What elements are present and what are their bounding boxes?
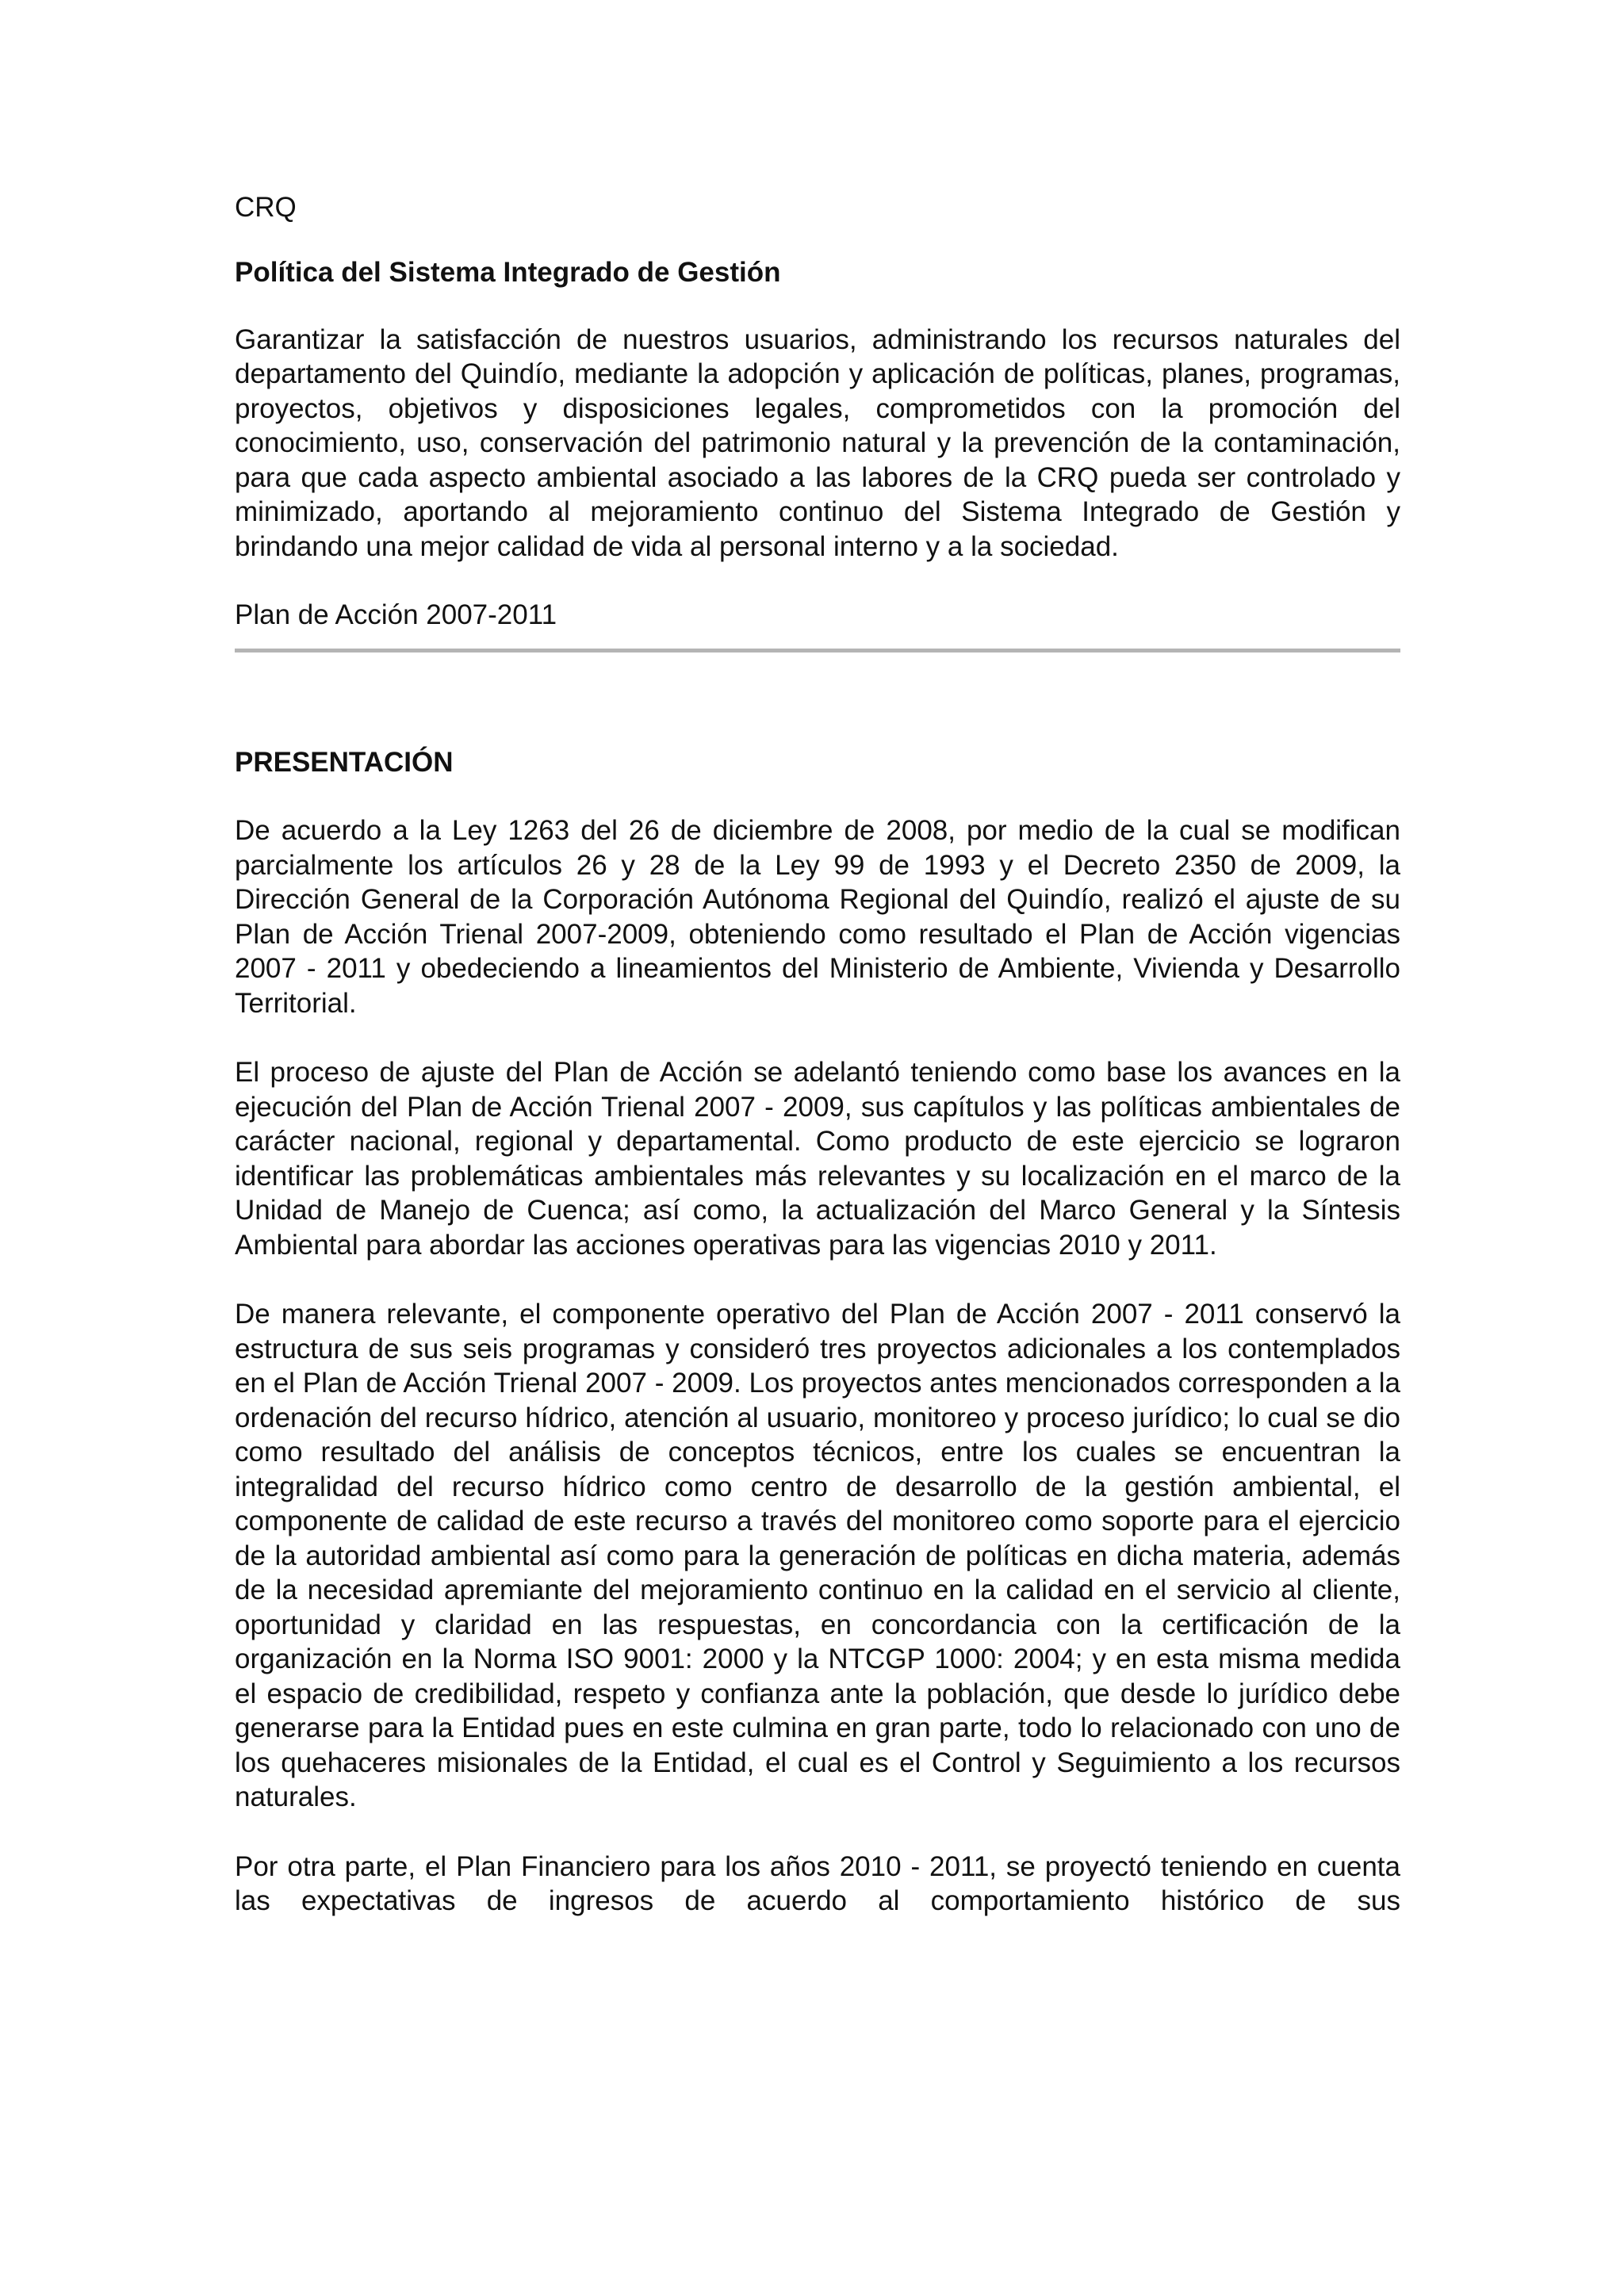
presentation-paragraph: El proceso de ajuste del Plan de Acción se adelantó teniendo como base los avances en la ejecución del Plan de Acción Trienal 2007 - 2009, sus capítulos y las políticas ambientales de carácter nacional, regional y departamental. Como producto de este ejercicio se lograron identificar las problemáticas ambientales más relevantes y su localización en el marco de la Unidad de Manejo de Cuenca; así como, la actualización del Marco General y la Síntesis Ambiental para abordar las acciones operativas para las vigencias 2010 y 2011. — [235, 1057, 1400, 1261]
presentation-paragraph: Por otra parte, el Plan Financiero para los años 2010 - 2011, se proyectó teniendo en cuenta las expectativas de ingresos de acuerdo al comportamiento histórico de sus — [235, 1850, 1400, 1916]
policy-paragraph: Garantizar la satisfacción de nuestros usuarios, administrando los recursos naturales del departamento del Quindío, mediante la adopción y aplicación de políticas, planes, programas, proyectos, objetivos y disposiciones legales, comprometidos con la promoción del conocimiento, uso, conservación del patrimonio natural y la prevención de la contaminación, para que cada aspecto ambiental asociado a las labores de la CRQ pueda ser controlado y minimizado, aportando al mejoramiento continuo del Sistema Integrado de Gestión y brindando una mejor calidad de vida al personal interno y a la sociedad. — [235, 323, 1400, 562]
horizontal-divider — [235, 649, 1400, 652]
policy-title: Política del Sistema Integrado de Gestión — [235, 257, 781, 288]
presentation-paragraph: De acuerdo a la Ley 1263 del 26 de diciembre de 2008, por medio de la cual se modifican parcialmente los artículos 26 y 28 de la Ley 99 de 1993 y el Decreto 2350 de 2009, la Dirección General de la Corporación Autónoma Regional del Quindío, realizó el ajuste de su Plan de Acción Trienal 2007-2009, obteniendo como resultado el Plan de Acción vigencias 2007 - 2011 y obedeciendo a lineamientos del Ministerio de Ambiente, Vivienda y Desarrollo Territorial. — [235, 815, 1400, 1019]
section-title-presentacion: PRESENTACIÓN — [235, 746, 454, 778]
presentation-paragraph: De manera relevante, el componente operativo del Plan de Acción 2007 - 2011 conservó la estructura de sus seis programas y consideró tres proyectos adicionales a los contemplados en el Plan de Acción Trienal 2007 - 2009. Los proyectos antes mencionados corresponden a la ordenación del recurso hídrico, atención al usuario, monitoreo y proceso jurídico; lo cual se dio como resultado del análisis de conceptos técnicos, entre los cuales se encuentran la integralidad del recurso hídrico como centro de desarrollo de la gestión ambiental, el componente de calidad de este recurso a través del monitoreo como soporte para el ejercicio de la autoridad ambiental así como para la generación de políticas en dicha materia, además de la necesidad apremiante del mejoramiento continuo en la calidad en el servicio al cliente, oportunidad y claridad en las respuestas, en concordancia con la certificación de la organización en la Norma ISO 9001: 2000 y la NTCGP 1000: 2004; y en esta misma medida el espacio de credibilidad, respeto y confianza ante la población, que desde lo jurídico debe generarse para la Entidad pues en este culmina en gran parte, todo lo relacionado con uno de los quehaceres misionales de la Entidad, el cual es el Control y Seguimiento a los recursos naturales. — [235, 1299, 1400, 1812]
organization-name: CRQ — [235, 192, 297, 223]
plan-label: Plan de Acción 2007-2011 — [235, 599, 557, 630]
page-content — [235, 190, 1400, 1919]
